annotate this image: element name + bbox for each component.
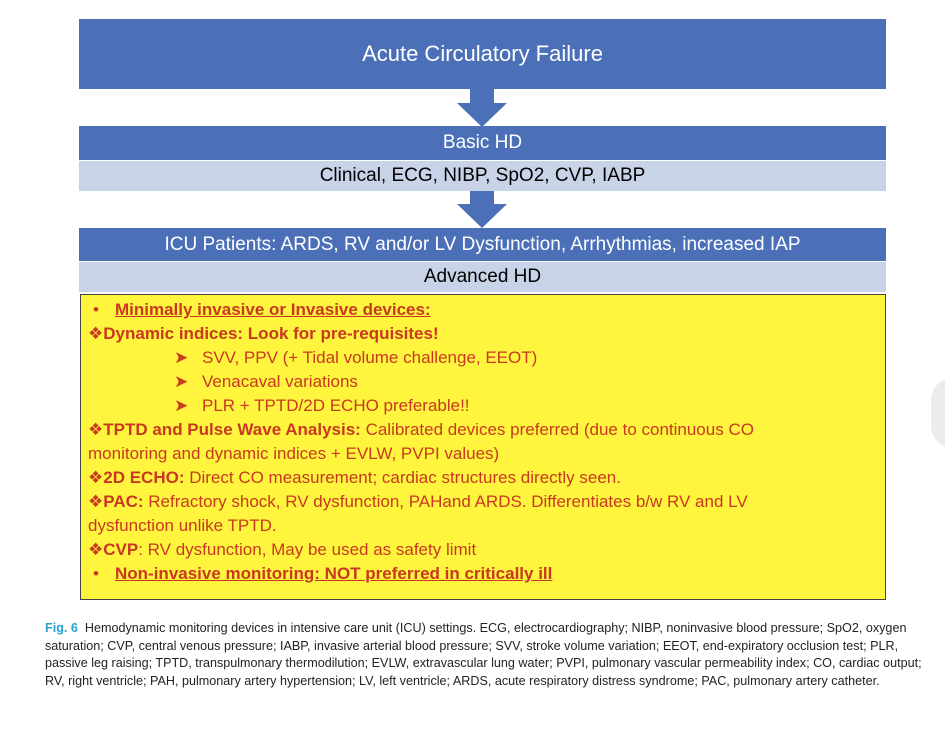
- list-label: PAC:: [103, 492, 144, 511]
- list-item: [88, 370, 877, 394]
- diamond-bullet-icon: ❖: [88, 324, 104, 343]
- list-item: [88, 298, 877, 322]
- acute-circulatory-failure-box: [79, 19, 886, 89]
- bullet-icon: •: [93, 300, 99, 319]
- diamond-bullet-icon: ❖: [88, 540, 104, 559]
- bullet-icon: •: [93, 564, 99, 583]
- basic-hd-header: [79, 126, 886, 160]
- list-item: [88, 490, 877, 514]
- basic-hd-items-text: Clinical, ECG, NIBP, SpO2, CVP, IABP: [319, 165, 646, 186]
- list-item: [88, 346, 877, 370]
- diamond-bullet-icon: ❖: [88, 420, 104, 439]
- list-text: Non-invasive monitoring: NOT preferred in critically ill: [115, 564, 553, 583]
- list-text: SVV, PPV (+ Tidal volume challenge, EEOT): [202, 348, 538, 367]
- icu-patients-header: [79, 228, 886, 261]
- arrow-bullet-icon: ➤: [174, 372, 189, 391]
- list-text: Refractory shock, RV dysfunction, PAHand ARDS. Differentiates b/w RV and LV: [143, 492, 748, 511]
- icu-patients-title: ICU Patients: ARDS, RV and/or LV Dysfunction, Arrhythmias, increased IAP: [164, 233, 801, 255]
- list-item: [88, 322, 877, 346]
- list-item: [88, 562, 877, 586]
- caption-text: Hemodynamic monitoring devices in intensive care unit (ICU) settings. ECG, electrocardiography; NIBP, noninvasive blood pressure; SpO2, oxygen saturation; CVP, central venous pressure; IABP, invasive arterial blood pressure; SVV, stroke volume variation; EEOT, end-expiratory occlusion test; PLR, passive leg raising; TPTD, transpulmonary thermodilution; EVLW, extravascular lung water; PVPI, pulmonary vascular permeability index; CO, cardiac output; RV, right ventricle; PAH, pulmonary artery hypertension; LV, left ventricle; ARDS, acute respiratory distress syndrome; PAC, pulmonary artery catheter.: [45, 621, 922, 688]
- arrow-bullet-icon: ➤: [174, 348, 189, 367]
- list-text: Minimally invasive or Invasive devices:: [115, 300, 431, 319]
- advanced-hd-title: Advanced HD: [423, 266, 542, 287]
- list-text: Dynamic indices: Look for pre-requisites!: [103, 324, 439, 343]
- list-text: : RV dysfunction, May be used as safety limit: [138, 540, 477, 559]
- diamond-bullet-icon: ❖: [88, 492, 104, 511]
- advanced-hd-header: [79, 262, 886, 292]
- list-item: [88, 538, 877, 562]
- figure-label: Fig. 6: [45, 621, 78, 635]
- list-text: monitoring and dynamic indices + EVLW, PVPI values): [88, 444, 500, 463]
- list-item: [88, 418, 877, 442]
- basic-hd-title: Basic HD: [442, 132, 523, 153]
- page-edge-tab: [931, 378, 945, 448]
- list-item: [88, 394, 877, 418]
- diamond-bullet-icon: ❖: [88, 468, 104, 487]
- list-label: CVP: [103, 540, 139, 559]
- list-text: dysfunction unlike TPTD.: [88, 516, 277, 535]
- list-label: 2D ECHO:: [103, 468, 185, 487]
- down-arrow-2: [457, 191, 507, 228]
- down-arrow-1: [457, 89, 507, 127]
- list-text: PLR + TPTD/2D ECHO preferable!!: [202, 396, 470, 415]
- list-continuation: [88, 514, 877, 538]
- basic-hd-items: [79, 161, 886, 191]
- list-text: Direct CO measurement; cardiac structures directly seen.: [184, 468, 621, 487]
- arrow-bullet-icon: ➤: [174, 396, 189, 415]
- list-text: Venacaval variations: [202, 372, 358, 391]
- acf-title: Acute Circulatory Failure: [362, 41, 603, 66]
- list-continuation: [88, 442, 877, 466]
- list-text: Calibrated devices preferred (due to continuous CO: [360, 420, 754, 439]
- figure-caption: [45, 620, 925, 690]
- list-item: [88, 466, 877, 490]
- list-label: TPTD and Pulse Wave Analysis:: [103, 420, 361, 439]
- advanced-hd-details-panel: [80, 294, 886, 600]
